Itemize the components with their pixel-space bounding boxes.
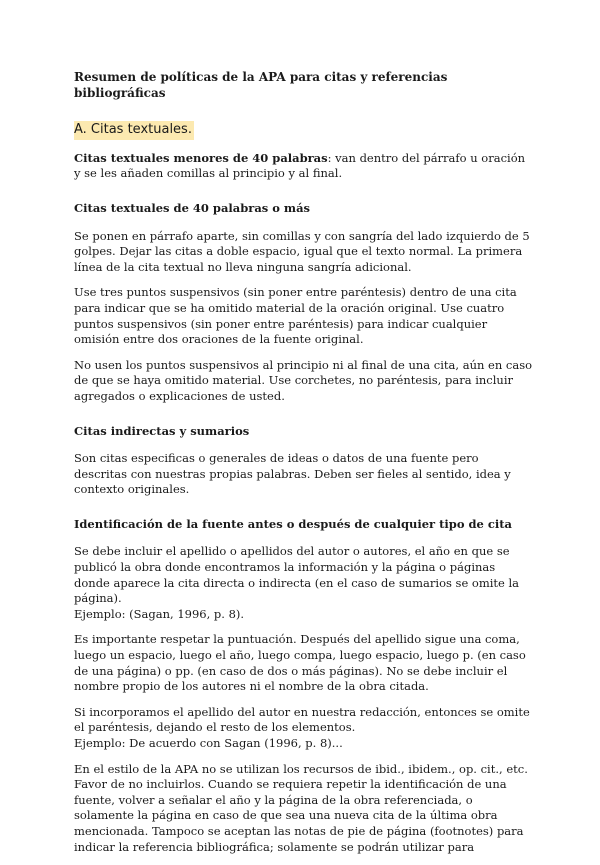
source-identification-paragraph-4: En el estilo de la APA no se utilizan los recursos de ibid., ibidem., op. cit., etc. Favor de no incluirlos. Cuando se requiera repetir la identificación de una fuente, volver a señalar el año y la página de la obra referenciada, o solamente la página en caso de que sea una nueva cita de la última obra mencionada. Tampoco se aceptan las notas de pie de página (footnotes) para indicar la referencia bibliográfica; solamente se podrán utilizar para [74, 761, 528, 854]
short-quotes-paragraph [74, 151, 534, 182]
indirect-quotes-paragraph: Son citas especificas o generales de ideas o datos de una fuente pero descritas con nuestras propias palabras. Deben ser fieles al sentido, idea y contexto originales. [74, 451, 511, 497]
example-line-1: Ejemplo: (Sagan, 1996, p. 8). [74, 606, 245, 621]
long-quotes-paragraph-2: Use tres puntos suspensivos (sin poner entre paréntesis) dentro de una cita para indicar que se ha omitido material de la oración original. Use cuatro puntos suspensivos (sin poner entre paréntesis) para indicar cualquier omisión entre dos oraciones de la fuente original. [74, 285, 517, 347]
long-quotes-paragraph-3: No usen los puntos suspensivos al principio ni al final de una cita, aún en caso de que se haya omitido material. Use corchetes, no paréntesis, para incluir agregados o explicaciones de usted. [74, 357, 533, 403]
source-identification-text-1: Se debe incluir el apellido o apellidos del autor o autores, el año en que se publicó la obra donde encontramos la información y la página o páginas donde aparece la cita directa o indirecta (en el caso de sumarios se omite la página). [74, 544, 520, 606]
short-quotes-label: Citas textuales menores de 40 palabras [74, 150, 328, 165]
source-identification-paragraph-1 [74, 544, 534, 622]
source-identification-paragraph-3 [74, 705, 534, 752]
source-identification-heading: Identificación de la fuente antes o después de cualquier tipo de cita [74, 516, 513, 531]
long-quotes-heading: Citas textuales de 40 palabras o más [74, 200, 311, 215]
document-body [74, 70, 534, 865]
section-heading-a: A. Citas textuales. [74, 121, 194, 140]
source-identification-paragraph-2: Es importante respetar la puntuación. Después del apellido sigue una coma, luego un espacio, luego el año, luego compa, luego espacio, luego p. (en caso de una página) o pp. (en caso de dos o más páginas). No se debe incluir el nombre propio de los autores ni el nombre de la obra citada. [74, 632, 526, 694]
document-title: Resumen de políticas de la APA para citas y referencias bibliográficas [74, 70, 448, 100]
indirect-quotes-heading: Citas indirectas y sumarios [74, 423, 250, 438]
short-quotes-text: : van dentro del párrafo u oración y se les añaden comillas al principio y al final. [74, 150, 526, 181]
long-quotes-paragraph-1: Se ponen en párrafo aparte, sin comillas y con sangría del lado izquierdo de 5 golpes. Dejar las citas a doble espacio, igual que el texto normal. La primera línea de la cita textual no lleva ninguna sangría adicional. [74, 228, 530, 274]
example-line-2: Ejemplo: De acuerdo con Sagan (1996, p. 8)... [74, 736, 343, 750]
source-identification-text-3: Si incorporamos el apellido del autor en nuestra redacción, entonces se omite el paréntesis, dejando el resto de los elementos. [74, 704, 530, 735]
